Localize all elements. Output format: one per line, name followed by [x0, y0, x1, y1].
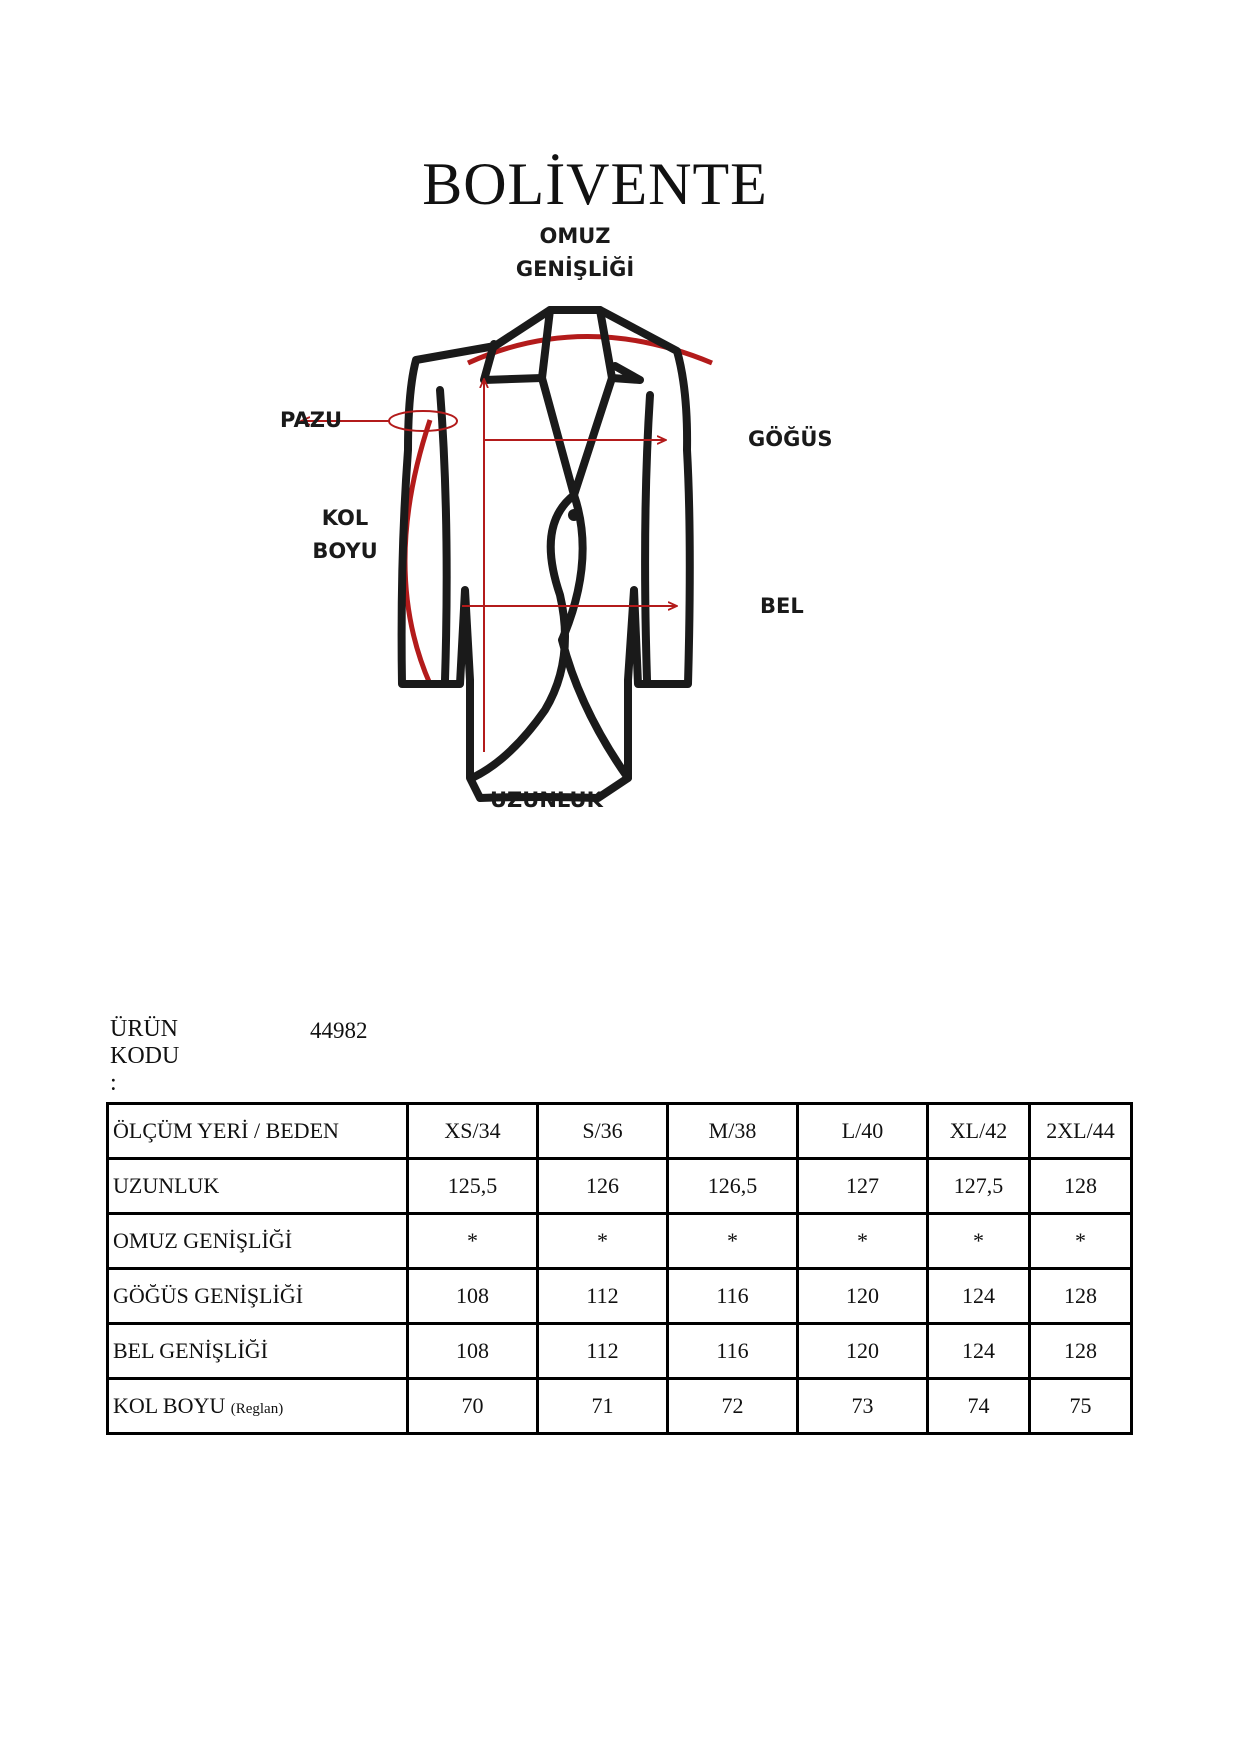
table-cell: *: [538, 1214, 668, 1269]
product-code-label: ÜRÜN KODU :: [110, 1016, 180, 1096]
table-cell: 108: [408, 1269, 538, 1324]
table-cell: 126: [538, 1159, 668, 1214]
table-cell: 75: [1030, 1379, 1132, 1434]
label-waist: BEL: [760, 594, 804, 618]
table-cell: 120: [798, 1324, 928, 1379]
row-label: BEL GENİŞLİĞİ: [108, 1324, 408, 1379]
label-bicep: PAZU: [280, 408, 342, 432]
table-cell: *: [798, 1214, 928, 1269]
bicep-ellipse: [389, 411, 457, 431]
table-cell: 128: [1030, 1159, 1132, 1214]
row-label: [108, 1379, 408, 1434]
row-label-text: KOL BOYU: [113, 1393, 226, 1418]
table-cell: 124: [928, 1269, 1030, 1324]
product-code-value: 44982: [310, 1018, 368, 1043]
label-shoulder: OMUZ GENİŞLİĞİ: [515, 224, 635, 281]
table-cell: 120: [798, 1269, 928, 1324]
table-cell: *: [668, 1214, 798, 1269]
table-cell: 72: [668, 1379, 798, 1434]
table-cell: 124: [928, 1324, 1030, 1379]
coat-outline-icon: [240, 240, 880, 920]
table-cell: 108: [408, 1324, 538, 1379]
table-cell: 112: [538, 1269, 668, 1324]
size-header-cell: 2XL/44: [1030, 1104, 1132, 1159]
table-row: [108, 1324, 1132, 1379]
table-cell: 71: [538, 1379, 668, 1434]
label-chest: GÖĞÜS: [748, 427, 833, 451]
size-table: [106, 1102, 1133, 1435]
table-cell: 116: [668, 1269, 798, 1324]
row-label: GÖĞÜS GENİŞLİĞİ: [108, 1269, 408, 1324]
table-row: [108, 1214, 1132, 1269]
header-cell: ÖLÇÜM YERİ / BEDEN: [108, 1104, 408, 1159]
label-sleeve-length: KOL BOYU: [312, 506, 378, 563]
size-header-cell: M/38: [668, 1104, 798, 1159]
button-icon: [568, 509, 580, 521]
table-cell: 127: [798, 1159, 928, 1214]
size-header-cell: XL/42: [928, 1104, 1030, 1159]
table-cell: 70: [408, 1379, 538, 1434]
table-cell: *: [928, 1214, 1030, 1269]
size-header-cell: S/36: [538, 1104, 668, 1159]
size-header-cell: XS/34: [408, 1104, 538, 1159]
table-cell: 74: [928, 1379, 1030, 1434]
table-row: [108, 1269, 1132, 1324]
size-header-cell: L/40: [798, 1104, 928, 1159]
row-label-note: (Reglan): [230, 1401, 284, 1417]
table-cell: 116: [668, 1324, 798, 1379]
label-length: UZUNLUK: [490, 788, 603, 812]
measurement-diagram: [240, 224, 880, 920]
table-header-row: [108, 1104, 1132, 1159]
table-cell: 112: [538, 1324, 668, 1379]
table-cell: 127,5: [928, 1159, 1030, 1214]
table-cell: 125,5: [408, 1159, 538, 1214]
table-cell: 128: [1030, 1324, 1132, 1379]
table-row: [108, 1379, 1132, 1434]
table-cell: *: [1030, 1214, 1132, 1269]
row-label: OMUZ GENİŞLİĞİ: [108, 1214, 408, 1269]
brand-logo: BOLİVENTE: [422, 151, 768, 217]
table-cell: 128: [1030, 1269, 1132, 1324]
table-cell: 73: [798, 1379, 928, 1434]
table-cell: 126,5: [668, 1159, 798, 1214]
table-row: [108, 1159, 1132, 1214]
row-label: UZUNLUK: [108, 1159, 408, 1214]
table-cell: *: [408, 1214, 538, 1269]
